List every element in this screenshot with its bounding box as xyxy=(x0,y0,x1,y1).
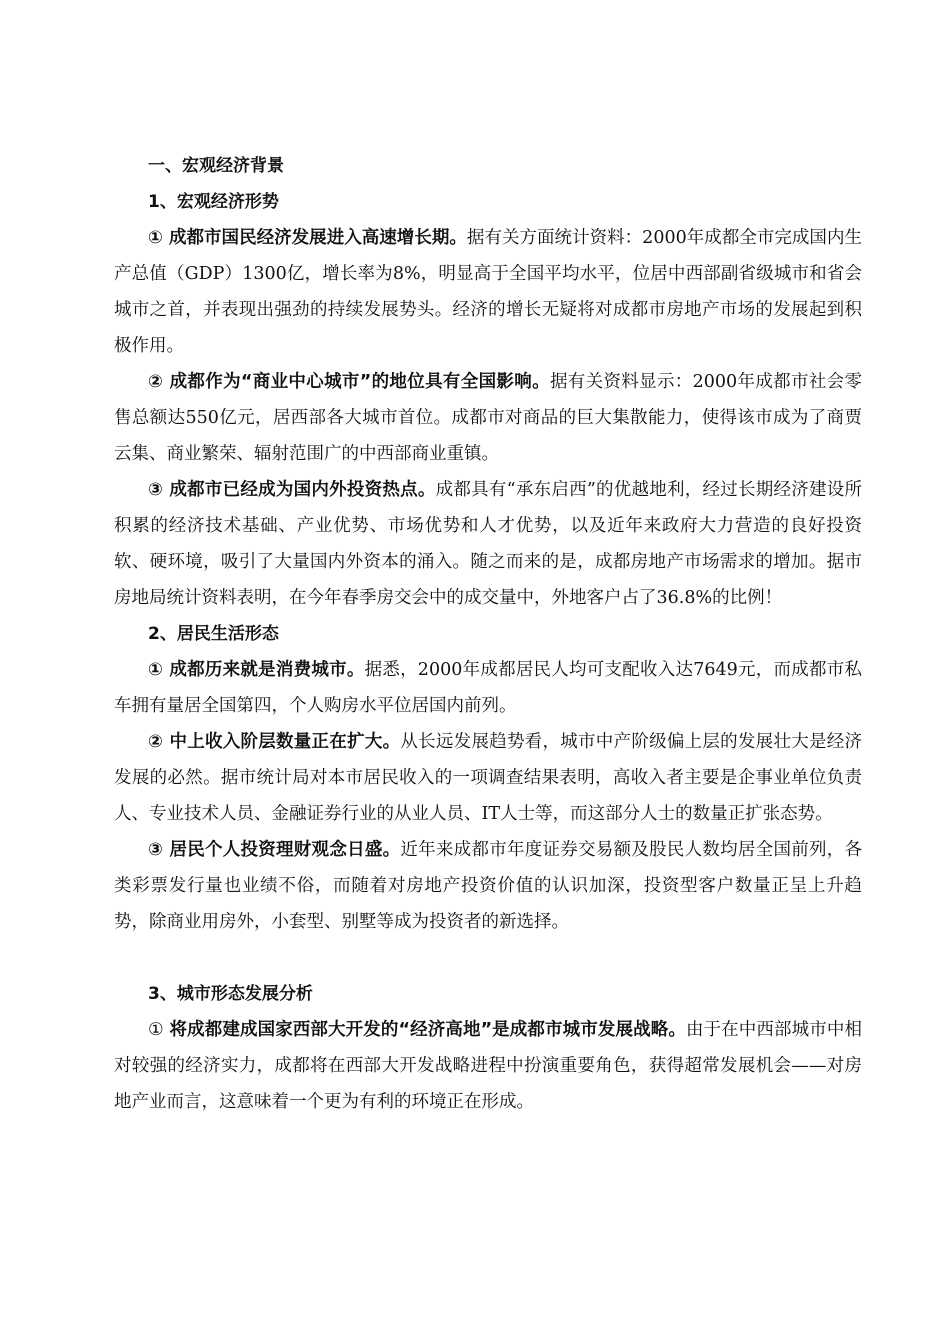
paragraph-body: 成都具有“承东启西”的优越地利，经过长期经济建设所积累的经济技术基础、产业优势、市场优势和人才优势，以及近年来政府大力营造的良好投资软、硬环境，吸引了大量国内外资本的涌入。随之而来的是，成都房地产市场需求的增加。据市房地局统计资料表明，在今年春季房交会中的成交量中，外地客户占了36.8%的比例！ xyxy=(114,480,862,608)
paragraph-lead: ① 成都历来就是消费城市。 xyxy=(148,660,365,680)
paragraph-lead: ① 成都市国民经济发展进入高速增长期。 xyxy=(148,228,467,248)
paragraph-lead: ③ 居民个人投资理财观念日盛。 xyxy=(148,840,401,860)
paragraph-body: 近年来成都市年度证券交易额及股民人数均居全国前列，各类彩票发行量也业绩不俗，而随着对房地产投资价值的认识加深，投资型客户数量正呈上升趋势，除商业用房外，小套型、别墅等成为投资者的新选择。 xyxy=(114,840,862,932)
paragraph-consumer-city xyxy=(114,652,862,724)
subsection-heading-resident-lifestyle: 2、居民生活形态 xyxy=(148,624,279,644)
paragraph-body: 据有关资料显示：2000年成都市社会零售总额达550亿元，居西部各大城市首位。成都市对商品的巨大集散能力，使得该市成为了商贾云集、商业繁荣、辐射范围广的中西部商业重镇。 xyxy=(114,372,862,464)
subsection-heading-city-development: 3、城市形态发展分析 xyxy=(148,984,313,1004)
section-heading-macro-economy: 一、宏观经济背景 xyxy=(148,156,284,176)
paragraph-lead: ② 中上收入阶层数量正在扩大。 xyxy=(148,732,401,752)
paragraph-growth-period xyxy=(114,220,862,364)
paragraph-commercial-center xyxy=(114,364,862,472)
paragraph-investment-hotspot xyxy=(114,472,862,616)
paragraph-lead: 将成都建成国家西部大开发的“经济高地”是成都市城市发展战略。 xyxy=(169,1020,686,1040)
paragraph-investment-awareness xyxy=(114,832,862,940)
paragraph-lead: ② 成都作为“商业中心城市”的地位具有全国影响。 xyxy=(148,372,550,392)
paragraph-economic-highland xyxy=(114,1012,862,1120)
paragraph-lead: ③ 成都市已经成为国内外投资热点。 xyxy=(148,480,436,500)
paragraph-body: 据有关方面统计资料：2000年成都全市完成国内生产总值（GDP）1300亿，增长率为8%，明显高于全国平均水平，位居中西部副省级城市和省会城市之首，并表现出强劲的持续发展势头。经济的增长无疑将对成都市房地产市场的发展起到积极作用。 xyxy=(114,228,862,356)
document-page xyxy=(114,148,862,1120)
subsection-heading-economic-situation: 1、宏观经济形势 xyxy=(148,192,279,212)
paragraph-body: 据悉，2000年成都居民人均可支配收入达7649元，而成都市私车拥有量居全国第四，个人购房水平位居国内前列。 xyxy=(114,660,862,716)
paragraph-body: 由于在中西部城市中相对较强的经济实力，成都将在西部大开发战略进程中扮演重要角色，获得超常发展机会——对房地产业而言，这意味着一个更为有利的环境正在形成。 xyxy=(114,1020,862,1112)
paragraph-body: 从长远发展趋势看，城市中产阶级偏上层的发展壮大是经济发展的必然。据市统计局对本市居民收入的一项调查结果表明，高收入者主要是企事业单位负责人、专业技术人员、金融证券行业的从业人员、IT人士等，而这部分人士的数量正扩张态势。 xyxy=(114,732,862,824)
paragraph-number: ① xyxy=(148,1020,164,1040)
paragraph-middle-income xyxy=(114,724,862,832)
blank-line xyxy=(114,940,862,976)
